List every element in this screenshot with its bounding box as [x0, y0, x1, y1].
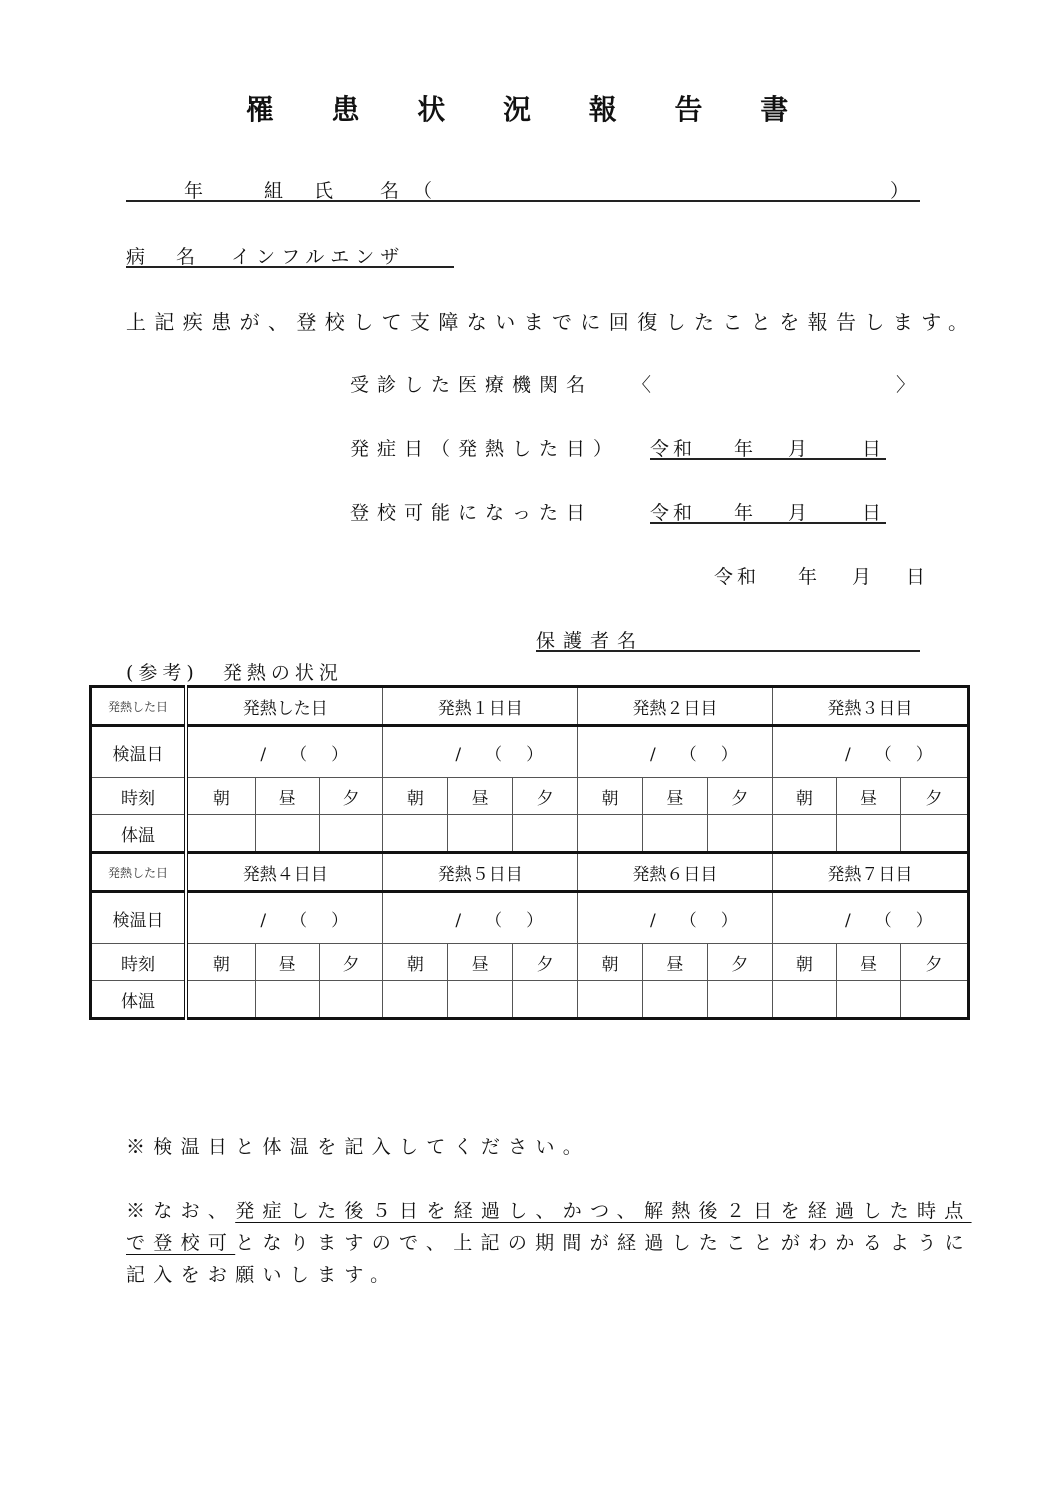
temperature-input-cell[interactable] [901, 815, 969, 853]
temperature-input-cell[interactable] [255, 981, 319, 1019]
date-input-cell[interactable] [186, 726, 383, 778]
date-input-cell[interactable] [383, 892, 578, 944]
date-input-cell[interactable] [383, 726, 578, 778]
reference-title: (参考) 発熱の状況 [126, 662, 343, 684]
corner-label: 発熱した日 [91, 853, 187, 892]
note-2-rest: となりますので、上記の期間が経過したことがわかるように [235, 1232, 972, 1254]
time-label: 朝 [186, 778, 255, 815]
note-2-line-1 [126, 1196, 972, 1223]
table-day-header-row [91, 687, 969, 726]
day-header: 発熱７日目 [772, 853, 968, 892]
class-label: 組 [264, 180, 284, 202]
day-header: 発熱した日 [186, 687, 383, 726]
paren-open: （ [485, 744, 505, 765]
temperature-input-cell[interactable] [383, 981, 448, 1019]
time-label: 朝 [578, 944, 643, 981]
time-label: 朝 [772, 778, 836, 815]
clinic-name-field[interactable] [650, 370, 890, 394]
guardian-label: 保護者名 [536, 630, 645, 652]
row-label-temp: 体温 [91, 815, 187, 853]
temperature-input-cell[interactable] [901, 981, 969, 1019]
paren-close: ） [331, 744, 351, 765]
time-label: 朝 [772, 944, 836, 981]
day-header: 発熱４日目 [186, 853, 383, 892]
date-input-cell[interactable] [578, 726, 773, 778]
note-2-emphasis: 発症した後５日を経過し、かつ、解熱後２日を経過した時点 [235, 1200, 972, 1222]
fever-table [89, 685, 970, 1020]
paren-open: （ [679, 910, 699, 931]
table-time-row [91, 778, 969, 815]
temperature-input-cell[interactable] [836, 981, 900, 1019]
disease-label: 病 名 [126, 246, 202, 268]
slash: / [650, 910, 658, 931]
table-date-row [91, 892, 969, 944]
time-label: 朝 [383, 944, 448, 981]
disease-line [126, 242, 454, 268]
temperature-input-cell[interactable] [578, 981, 643, 1019]
slash: / [260, 910, 269, 931]
row-label-time: 時刻 [91, 944, 187, 981]
slash: / [845, 910, 853, 931]
time-label: 夕 [707, 778, 772, 815]
row-label-date: 検温日 [91, 892, 187, 944]
row-label-time: 時刻 [91, 778, 187, 815]
temperature-input-cell[interactable] [513, 981, 578, 1019]
table-temp-row [91, 981, 969, 1019]
temperature-input-cell[interactable] [642, 981, 707, 1019]
clinic-close-bracket: 〉 [896, 374, 916, 396]
time-label: 朝 [383, 778, 448, 815]
era-label: 令和 [714, 566, 761, 588]
date-input-cell[interactable] [578, 892, 773, 944]
slash: / [260, 744, 269, 765]
date-input-cell[interactable] [772, 892, 968, 944]
note-2-prefix: ※なお、 [126, 1200, 236, 1222]
note-2-emphasis-cont: で登校可 [126, 1232, 236, 1254]
date-input-cell[interactable] [186, 892, 383, 944]
temperature-input-cell[interactable] [319, 815, 383, 853]
day-header: 発熱２日目 [578, 687, 773, 726]
day-label: 日 [862, 502, 882, 524]
temperature-input-cell[interactable] [319, 981, 383, 1019]
paren-open: （ [290, 910, 310, 931]
temperature-input-cell[interactable] [255, 815, 319, 853]
time-label: 夕 [901, 778, 969, 815]
paren-close: ） [526, 744, 546, 765]
paren-close: ） [720, 910, 740, 931]
time-label: 昼 [836, 944, 900, 981]
month-label: 月 [788, 502, 808, 524]
slash: / [455, 910, 464, 931]
return-label: 登校可能になった日 [350, 502, 594, 524]
note-2-line-2 [126, 1228, 972, 1255]
slash: / [845, 744, 853, 765]
time-label: 昼 [255, 944, 319, 981]
table-temp-row [91, 815, 969, 853]
temperature-input-cell[interactable] [383, 815, 448, 853]
name-close-paren: ） [890, 180, 910, 202]
year-label: 年 [798, 566, 818, 588]
temperature-input-cell[interactable] [186, 815, 255, 853]
time-label: 朝 [578, 778, 643, 815]
note-2-line-3: 記入をお願いします。 [126, 1264, 398, 1286]
clinic-label: 受診した医療機関名 [350, 374, 594, 396]
time-label: 夕 [901, 944, 969, 981]
year-label: 年 [734, 502, 754, 524]
time-label: 昼 [448, 778, 513, 815]
paren-open: （ [874, 744, 894, 765]
temperature-input-cell[interactable] [772, 815, 836, 853]
time-label: 夕 [513, 944, 578, 981]
day-header: 発熱５日目 [383, 853, 578, 892]
day-header: 発熱６日目 [578, 853, 773, 892]
month-label: 月 [852, 566, 872, 588]
temperature-input-cell[interactable] [448, 815, 513, 853]
name-label: 氏 名（ [314, 180, 447, 202]
day-header: 発熱１日目 [383, 687, 578, 726]
era-label: 令和 [650, 502, 697, 524]
document-title: 罹 患 状 況 報 告 書 [245, 93, 813, 126]
paren-open: （ [290, 744, 310, 765]
onset-date-field[interactable] [650, 434, 886, 460]
table-day-header-row [91, 853, 969, 892]
time-label: 夕 [319, 944, 383, 981]
paren-close: ） [331, 910, 351, 931]
temperature-input-cell[interactable] [707, 981, 772, 1019]
grade-label: 年 [184, 180, 204, 202]
temperature-input-cell[interactable] [186, 981, 255, 1019]
temperature-input-cell[interactable] [448, 981, 513, 1019]
onset-label: 発症日（発熱した日） [350, 438, 621, 460]
time-label: 昼 [255, 778, 319, 815]
time-label: 昼 [642, 778, 707, 815]
row-label-temp: 体温 [91, 981, 187, 1019]
paren-close: ） [526, 910, 546, 931]
temperature-input-cell[interactable] [836, 815, 900, 853]
table-time-row [91, 944, 969, 981]
time-label: 昼 [836, 778, 900, 815]
slash: / [455, 744, 464, 765]
temperature-input-cell[interactable] [707, 815, 772, 853]
day-header: 発熱３日目 [772, 687, 968, 726]
table-date-row [91, 726, 969, 778]
corner-label: 発熱した日 [91, 687, 187, 726]
paren-close: ） [915, 744, 935, 765]
time-label: 夕 [707, 944, 772, 981]
temperature-input-cell[interactable] [772, 981, 836, 1019]
recovery-statement: 上記疾患が、登校して支障ないまでに回復したことを報告します。 [126, 310, 977, 334]
time-label: 昼 [448, 944, 513, 981]
era-label: 令和 [650, 438, 697, 460]
paren-close: ） [720, 744, 740, 765]
date-input-cell[interactable] [772, 726, 968, 778]
guardian-name-field[interactable] [536, 626, 920, 652]
note-1: ※検温日と体温を記入してください。 [126, 1136, 591, 1158]
month-label: 月 [788, 438, 808, 460]
day-label: 日 [906, 566, 926, 588]
clinic-open-bracket: 〈 [632, 374, 652, 396]
time-label: 夕 [319, 778, 383, 815]
year-label: 年 [734, 438, 754, 460]
time-label: 昼 [642, 944, 707, 981]
slash: / [650, 744, 658, 765]
temperature-input-cell[interactable] [642, 815, 707, 853]
row-label-date: 検温日 [91, 726, 187, 778]
paren-close: ） [915, 910, 935, 931]
day-label: 日 [862, 438, 882, 460]
student-name-field[interactable] [126, 176, 920, 202]
temperature-input-cell[interactable] [513, 815, 578, 853]
time-label: 朝 [186, 944, 255, 981]
paren-open: （ [679, 744, 699, 765]
return-date-field[interactable] [650, 498, 886, 524]
paren-open: （ [485, 910, 505, 931]
time-label: 夕 [513, 778, 578, 815]
temperature-input-cell[interactable] [578, 815, 643, 853]
paren-open: （ [874, 910, 894, 931]
report-date-field[interactable] [714, 562, 926, 586]
disease-value: インフルエンザ [231, 246, 406, 268]
